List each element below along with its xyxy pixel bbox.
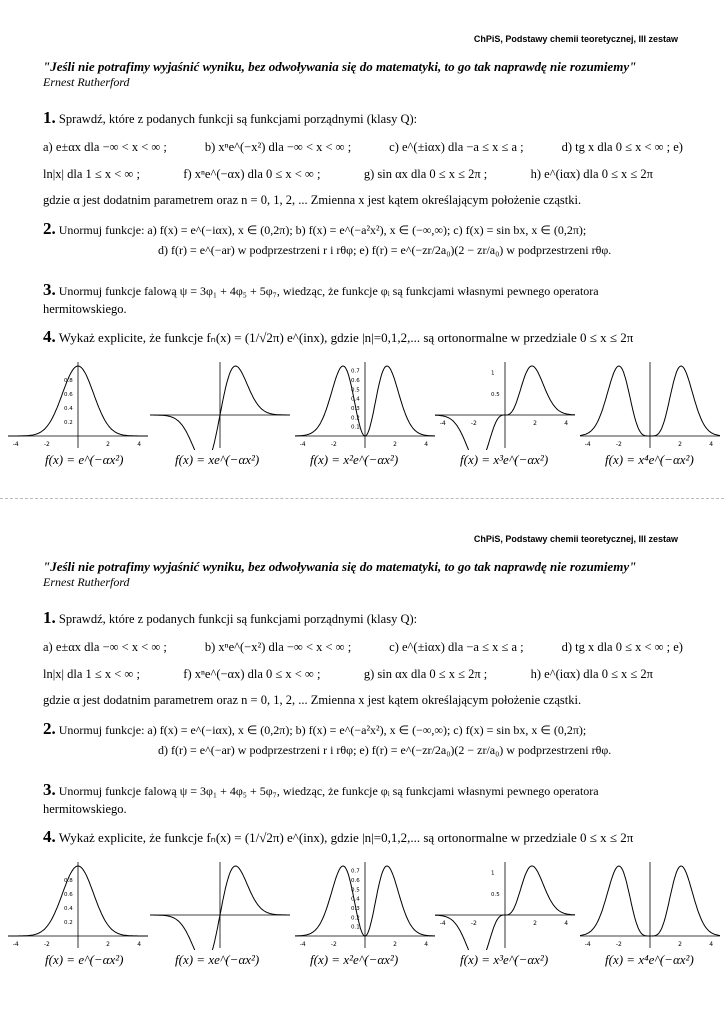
- caption-4: f(x) = x³e^(−αx²): [460, 452, 549, 467]
- caption-5: f(x) = x⁴e^(−αx²): [605, 452, 694, 467]
- q1-row1: a) e±αx dla −∞ < x < ∞ ; b) xⁿe^(−x²) dla −∞ < x < ∞ ; c) e^(±iαx) dla −a ≤ x ≤ a ; d) tg x dla 0 ≤ x < ∞ ; e): [43, 640, 683, 654]
- x-tick-label: -2: [43, 941, 50, 948]
- x-tick-label: -4: [584, 441, 591, 448]
- worksheet-bottom: [0, 500, 724, 1000]
- caption-4: f(x) = x³e^(−αx²): [460, 952, 549, 967]
- caption-1: f(x) = e^(−αx²): [45, 452, 124, 467]
- y-tick-label: 0.1: [351, 924, 360, 931]
- graph-x-gaussian: [150, 860, 290, 950]
- graph-x3-gaussian: [435, 860, 575, 950]
- x-tick-label: 4: [709, 441, 714, 448]
- graph-gaussian: [8, 360, 148, 450]
- x-tick-label: -2: [43, 441, 50, 448]
- caption-1: f(x) = e^(−αx²): [45, 952, 124, 967]
- x-tick-label: 4: [564, 920, 569, 927]
- x-tick-label: -4: [12, 941, 19, 948]
- x-tick-label: 2: [678, 941, 682, 948]
- y-tick-label: 0.6: [64, 892, 73, 898]
- q4-line: 4. Wykaż explicite, że funkcje fₙ(x) = (1/√2π) e^(inx), gdzie |n|=0,1,2,... są ortonormalne w przedziale 0 ≤ x ≤ 2π: [43, 327, 634, 346]
- q3-line1: 3. Unormuj funkcje falową ψ = 3φ₁ + 4φ₅ + 5φ₇, wiedząc, że funkcje φᵢ są funkcjami własnymi pewnego operatora: [43, 780, 599, 799]
- x-tick-label: 4: [137, 441, 142, 448]
- q1-row1: a) e±αx dla −∞ < x < ∞ ; b) xⁿe^(−x²) dla −∞ < x < ∞ ; c) e^(±iαx) dla −a ≤ x ≤ a ; d) tg x dla 0 ≤ x < ∞ ; e): [43, 140, 683, 154]
- x-tick-label: -2: [330, 941, 337, 948]
- x-tick-label: 2: [678, 441, 682, 448]
- x-tick-label: -2: [470, 920, 477, 927]
- x-tick-label: -2: [330, 441, 337, 448]
- quote: "Jeśli nie potrafimy wyjaśnić wyniku, bez odwoływania się do matematyki, to go tak naprawdę nie rozumiemy": [43, 59, 637, 74]
- q3-line2: hermitowskiego.: [43, 802, 127, 816]
- y-tick-label: 0.8: [64, 878, 73, 884]
- y-tick-label: 0.4: [64, 406, 73, 412]
- q3-line2: hermitowskiego.: [43, 302, 127, 316]
- y-tick-label: 0.8: [64, 378, 73, 384]
- x-tick-label: 2: [393, 941, 397, 948]
- y-tick-label: 0.5: [351, 387, 360, 394]
- graph-x2-gaussian: [295, 360, 435, 450]
- x-tick-label: 2: [106, 441, 110, 448]
- y-tick-label: 0.6: [351, 378, 360, 384]
- y-tick-label: 0.6: [351, 878, 360, 884]
- y-tick-label: 0.3: [351, 906, 360, 912]
- caption-2: f(x) = xe^(−αx²): [175, 452, 260, 467]
- caption-3: f(x) = x²e^(−αx²): [310, 452, 399, 467]
- x-tick-label: 4: [709, 941, 714, 948]
- x-tick-label: 2: [533, 420, 537, 427]
- graph-x2-gaussian: [295, 860, 435, 950]
- q3-line1: 3. Unormuj funkcje falową ψ = 3φ₁ + 4φ₅ + 5φ₇, wiedząc, że funkcje φᵢ są funkcjami własnymi pewnego operatora: [43, 280, 599, 299]
- y-tick-label: 1: [491, 870, 495, 877]
- y-tick-label: 0.7: [351, 368, 360, 375]
- y-tick-label: 0.5: [491, 391, 500, 398]
- y-tick-label: 0.4: [351, 396, 360, 403]
- q1-note: gdzie α jest dodatnim parametrem oraz n = 0, 1, 2, ... Zmienna x jest kątem określającym położenie cząstki.: [43, 693, 582, 707]
- author: Ernest Rutherford: [43, 575, 130, 589]
- q2-line1: 2. Unormuj funkcje: a) f(x) = e^(−iαx), x ∈ (0,2π); b) f(x) = e^(−a²x²), x ∈ (−∞,∞); c) f(x) = sin bx, x ∈ (0,2π);: [43, 219, 587, 238]
- cut-line: [0, 498, 724, 499]
- y-tick-label: 1: [491, 370, 495, 377]
- q2-line2: d) f(r) = e^(−ar) w podprzestrzeni r i rθφ; e) f(r) = e^(−zr/2a₀)(2 − zr/a₀) w podprzestrzeni rθφ.: [158, 243, 612, 257]
- q2-line1: 2. Unormuj funkcje: a) f(x) = e^(−iαx), x ∈ (0,2π); b) f(x) = e^(−a²x²), x ∈ (−∞,∞); c) f(x) = sin bx, x ∈ (0,2π);: [43, 719, 587, 738]
- x-tick-label: 4: [424, 441, 429, 448]
- y-tick-label: 0.5: [491, 891, 500, 898]
- y-tick-label: 0.5: [351, 887, 360, 894]
- graph-x-gaussian: [150, 360, 290, 450]
- q2-line2: d) f(r) = e^(−ar) w podprzestrzeni r i rθφ; e) f(r) = e^(−zr/2a₀)(2 − zr/a₀) w podprzestrzeni rθφ.: [158, 743, 612, 757]
- x-tick-label: -2: [470, 420, 477, 427]
- x-tick-label: -2: [615, 941, 622, 948]
- y-tick-label: 0.7: [351, 868, 360, 875]
- x-tick-label: 2: [533, 920, 537, 927]
- caption-3: f(x) = x²e^(−αx²): [310, 952, 399, 967]
- x-tick-label: -4: [439, 420, 446, 427]
- quote: "Jeśli nie potrafimy wyjaśnić wyniku, bez odwoływania się do matematyki, to go tak naprawdę nie rozumiemy": [43, 559, 637, 574]
- x-tick-label: 4: [564, 420, 569, 427]
- x-tick-label: 4: [137, 941, 142, 948]
- graph-x3-gaussian: [435, 360, 575, 450]
- x-tick-label: -4: [439, 920, 446, 927]
- q1-title: 1. Sprawdź, które z podanych funkcji są funkcjami porządnymi (klasy Q):: [43, 108, 418, 127]
- y-tick-label: 0.2: [64, 420, 73, 426]
- q4-line: 4. Wykaż explicite, że funkcje fₙ(x) = (1/√2π) e^(inx), gdzie |n|=0,1,2,... są ortonormalne w przedziale 0 ≤ x ≤ 2π: [43, 827, 634, 846]
- q1-note: gdzie α jest dodatnim parametrem oraz n = 0, 1, 2, ... Zmienna x jest kątem określającym położenie cząstki.: [43, 193, 582, 207]
- author: Ernest Rutherford: [43, 75, 130, 89]
- x-tick-label: -4: [299, 941, 306, 948]
- q1-row2: ln|x| dla 1 ≤ x < ∞ ; f) xⁿe^(−αx) dla 0 ≤ x < ∞ ; g) sin αx dla 0 ≤ x ≤ 2π ; h) e^(iαx) dla 0 ≤ x ≤ 2π: [43, 167, 653, 181]
- x-tick-label: 2: [106, 941, 110, 948]
- x-tick-label: -2: [615, 441, 622, 448]
- graph-x4-gaussian: [580, 860, 720, 950]
- y-tick-label: 0.2: [64, 920, 73, 926]
- graph-gaussian: [8, 860, 148, 950]
- worksheet-top: [0, 0, 724, 500]
- x-tick-label: -4: [299, 441, 306, 448]
- x-tick-label: 4: [424, 941, 429, 948]
- x-tick-label: -4: [12, 441, 19, 448]
- x-tick-label: 2: [393, 441, 397, 448]
- y-tick-label: 0.1: [351, 424, 360, 431]
- caption-2: f(x) = xe^(−αx²): [175, 952, 260, 967]
- x-tick-label: -4: [584, 941, 591, 948]
- header: ChPiS, Podstawy chemii teoretycznej, III zestaw: [473, 34, 678, 44]
- header: ChPiS, Podstawy chemii teoretycznej, III zestaw: [473, 534, 678, 544]
- graph-x4-gaussian: [580, 360, 720, 450]
- y-tick-label: 0.4: [64, 906, 73, 912]
- y-tick-label: 0.4: [351, 896, 360, 903]
- y-tick-label: 0.3: [351, 406, 360, 412]
- caption-5: f(x) = x⁴e^(−αx²): [605, 952, 694, 967]
- q1-title: 1. Sprawdź, które z podanych funkcji są funkcjami porządnymi (klasy Q):: [43, 608, 418, 627]
- y-tick-label: 0.2: [351, 415, 360, 422]
- y-tick-label: 0.6: [64, 392, 73, 398]
- q1-row2: ln|x| dla 1 ≤ x < ∞ ; f) xⁿe^(−αx) dla 0 ≤ x < ∞ ; g) sin αx dla 0 ≤ x ≤ 2π ; h) e^(iαx) dla 0 ≤ x ≤ 2π: [43, 667, 653, 681]
- y-tick-label: 0.2: [351, 915, 360, 922]
